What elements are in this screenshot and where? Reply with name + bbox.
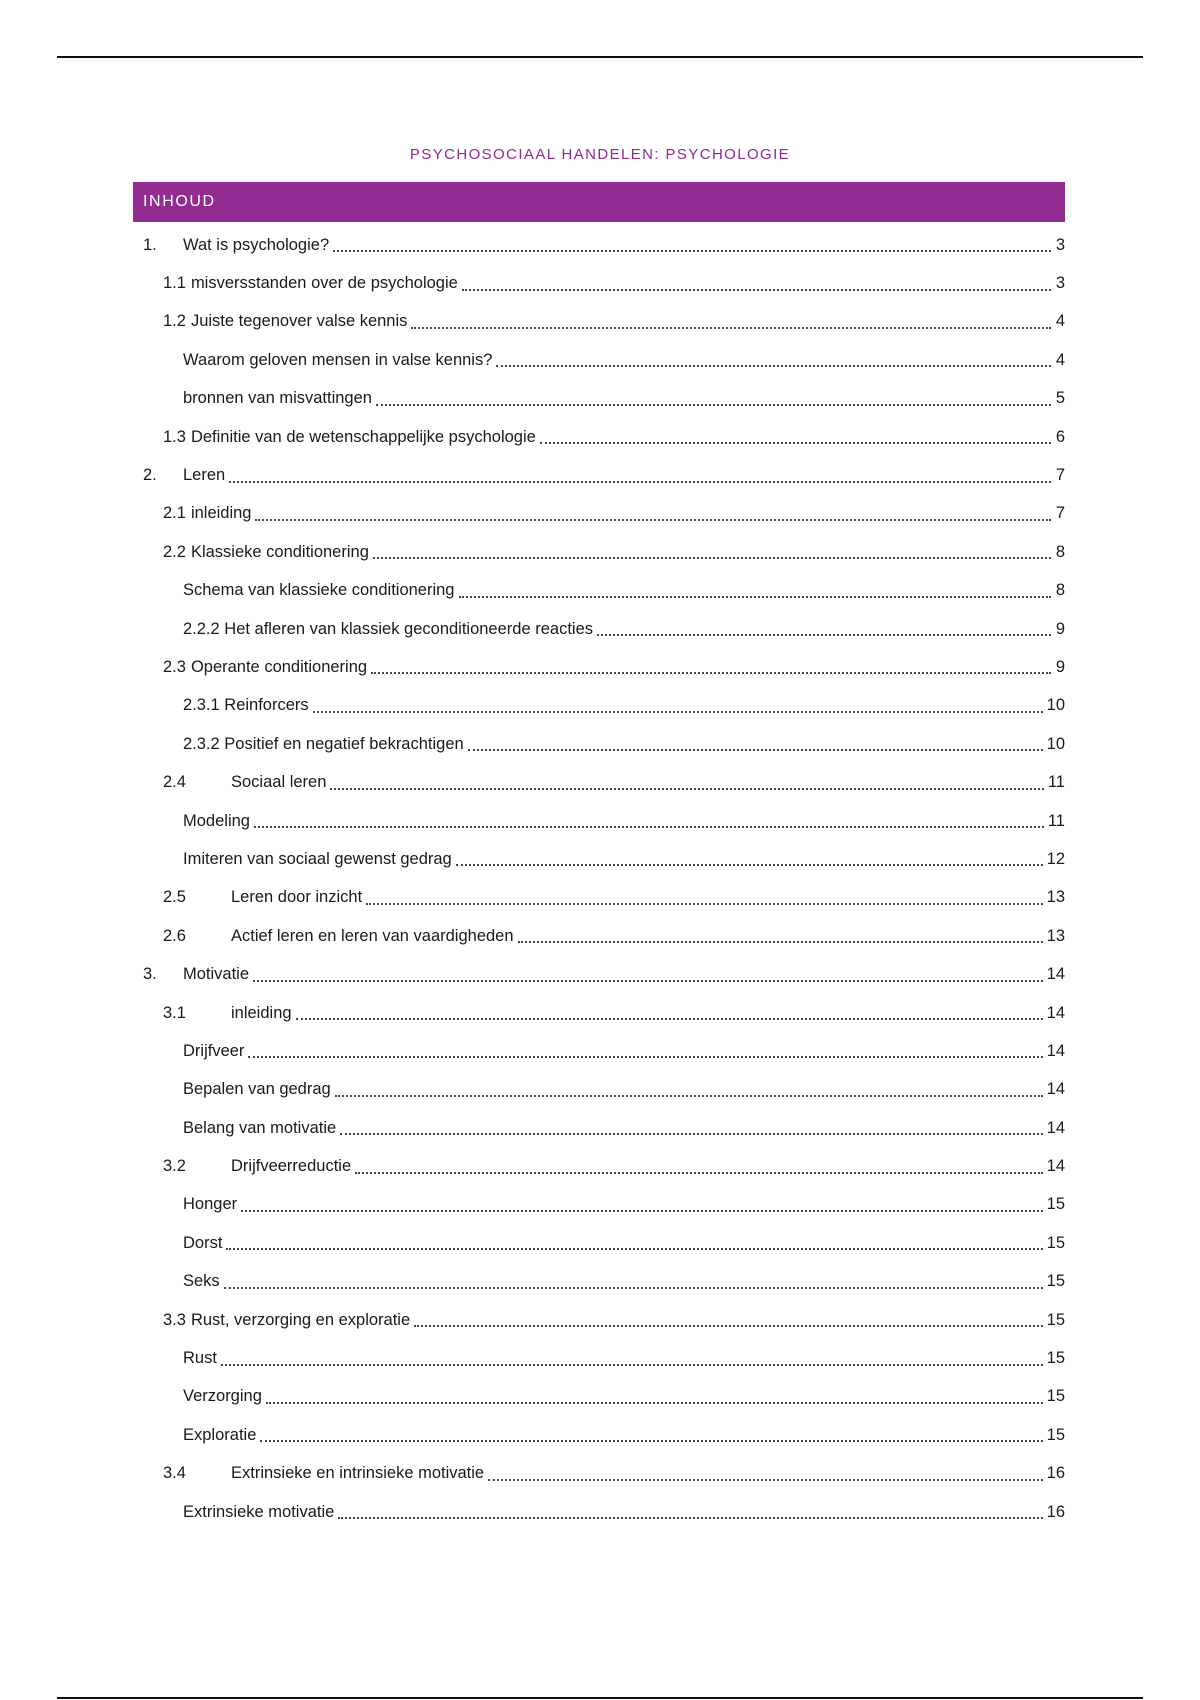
toc-entry[interactable] — [133, 994, 1065, 1032]
toc-entry-title: Rust — [183, 1349, 217, 1368]
toc-entry[interactable] — [133, 917, 1065, 955]
toc-entry[interactable] — [133, 264, 1065, 302]
toc-entry-page: 15 — [1046, 1387, 1065, 1406]
dot-leader — [456, 864, 1043, 866]
toc-entry-title: Klassieke conditionering — [190, 542, 369, 561]
toc-entry-page: 16 — [1046, 1464, 1065, 1483]
toc-entry[interactable] — [133, 610, 1065, 648]
toc-entry-number: 3.2 — [163, 1157, 186, 1176]
toc-entry-page: 10 — [1046, 734, 1065, 753]
dot-leader — [338, 1517, 1042, 1519]
toc-entry-number: 1.2 — [163, 312, 186, 331]
toc-entry-number: 2.4 — [163, 773, 186, 792]
toc-entry-page: 13 — [1046, 926, 1065, 945]
toc-entry-title: Rust, verzorging en exploratie — [190, 1310, 411, 1329]
toc-entry[interactable] — [133, 1493, 1065, 1531]
dot-leader — [376, 404, 1051, 406]
toc-entry-page: 14 — [1046, 965, 1065, 984]
toc-entry-number: 2.1 — [163, 504, 186, 523]
toc-entry-page: 4 — [1055, 312, 1065, 331]
toc-entry-title: Definitie van de wetenschappelijke psychologie — [190, 427, 536, 446]
toc-entry[interactable] — [133, 1378, 1065, 1416]
toc-entry[interactable] — [133, 1416, 1065, 1454]
toc-entry-title: Imiteren van sociaal gewenst gedrag — [183, 849, 452, 868]
toc-entry-page: 5 — [1055, 389, 1065, 408]
toc-entry-title: Leren door inzicht — [231, 888, 363, 907]
toc-entry-page: 10 — [1046, 696, 1065, 715]
toc-entry-title: 2.3.1 Reinforcers — [183, 696, 309, 715]
toc-entry-number: 2.2 — [163, 542, 186, 561]
dot-leader — [540, 442, 1051, 444]
toc-entry[interactable] — [133, 648, 1065, 686]
dot-leader — [340, 1133, 1042, 1135]
toc-entry-title: Extrinsieke motivatie — [183, 1502, 335, 1521]
toc-entry-page: 14 — [1046, 1080, 1065, 1099]
toc-entry[interactable] — [133, 341, 1065, 379]
dot-leader — [255, 519, 1051, 521]
dot-leader — [266, 1402, 1043, 1404]
toc-entry-number: 3.3 — [163, 1310, 186, 1329]
toc-entry-title: inleiding — [190, 504, 252, 523]
toc-entry-title: 2.3.2 Positief en negatief bekrachtigen — [183, 734, 464, 753]
toc-entry-page: 8 — [1055, 581, 1065, 600]
toc-entry-title: Motivatie — [183, 965, 250, 984]
toc-entry[interactable] — [133, 840, 1065, 878]
dot-leader — [221, 1364, 1043, 1366]
toc-entry-number: 2.3 — [163, 657, 186, 676]
dot-leader — [597, 634, 1051, 636]
toc-entry-title: Seks — [183, 1272, 220, 1291]
toc-entry-page: 8 — [1055, 542, 1065, 561]
dot-leader — [229, 481, 1051, 483]
dot-leader — [224, 1287, 1043, 1289]
toc-entry-page: 12 — [1046, 849, 1065, 868]
toc-entry-page: 11 — [1047, 773, 1065, 792]
toc-entry-title: misversstanden over de psychologie — [190, 274, 458, 293]
toc-entry-number: 1.3 — [163, 427, 186, 446]
toc-entry[interactable] — [133, 1071, 1065, 1109]
toc-entry-page: 9 — [1055, 657, 1065, 676]
toc-entry-title: inleiding — [231, 1003, 292, 1022]
dot-leader — [462, 289, 1051, 291]
dot-leader — [296, 1018, 1043, 1020]
toc-entry[interactable] — [133, 1147, 1065, 1185]
dot-leader — [371, 672, 1051, 674]
toc-entry-title: Verzorging — [183, 1387, 262, 1406]
toc-entry[interactable] — [133, 802, 1065, 840]
toc-entry[interactable] — [133, 303, 1065, 341]
dot-leader — [313, 711, 1043, 713]
dot-leader — [488, 1479, 1043, 1481]
dot-leader — [241, 1210, 1043, 1212]
toc-entry-title: Exploratie — [183, 1425, 257, 1444]
dot-leader — [373, 557, 1051, 559]
toc-entry-number: 3.1 — [163, 1003, 186, 1022]
toc-entry[interactable] — [133, 418, 1065, 456]
dot-leader — [248, 1056, 1042, 1058]
toc-entry[interactable] — [133, 687, 1065, 725]
toc-entry-page: 15 — [1046, 1272, 1065, 1291]
toc-entry-title: Operante conditionering — [190, 657, 368, 676]
toc-entry-page: 14 — [1046, 1118, 1065, 1137]
toc-entry-number: 2.6 — [163, 926, 186, 945]
toc-entry-page: 3 — [1055, 274, 1065, 293]
toc-entry-title: Leren — [183, 466, 226, 485]
toc-entry-page: 15 — [1046, 1195, 1065, 1214]
toc-entry[interactable] — [133, 1455, 1065, 1493]
toc-entry-page: 7 — [1055, 466, 1065, 485]
toc-entry-number: 2. — [143, 466, 157, 485]
dot-leader — [335, 1095, 1043, 1097]
toc-entry-page: 6 — [1055, 427, 1065, 446]
toc-entry-title: Drijfveer — [183, 1041, 245, 1060]
table-of-contents — [133, 226, 1065, 1531]
toc-entry-title: 2.2.2 Het afleren van klassiek geconditioneerde reacties — [183, 619, 593, 638]
toc-entry[interactable] — [133, 1224, 1065, 1262]
toc-entry[interactable] — [133, 226, 1065, 264]
toc-entry-number: 1. — [143, 235, 157, 254]
toc-entry[interactable] — [133, 763, 1065, 801]
toc-entry[interactable] — [133, 572, 1065, 610]
toc-entry-page: 15 — [1046, 1425, 1065, 1444]
toc-entry-title: bronnen van misvattingen — [183, 389, 372, 408]
dot-leader — [226, 1248, 1042, 1250]
toc-entry[interactable] — [133, 955, 1065, 993]
toc-entry-page: 13 — [1046, 888, 1065, 907]
dot-leader — [411, 327, 1051, 329]
toc-entry-title: Sociaal leren — [231, 773, 327, 792]
toc-entry-title: Wat is psychologie? — [183, 235, 330, 254]
dot-leader — [366, 903, 1042, 905]
dot-leader — [518, 941, 1043, 943]
toc-entry-title: Dorst — [183, 1233, 223, 1252]
toc-entry[interactable] — [133, 1339, 1065, 1377]
toc-entry-title: Schema van klassieke conditionering — [183, 581, 455, 600]
toc-entry[interactable] — [133, 1263, 1065, 1301]
toc-entry-page: 3 — [1055, 235, 1065, 254]
toc-entry-title: Drijfveerreductie — [231, 1157, 352, 1176]
toc-entry-title: Actief leren en leren van vaardigheden — [231, 926, 514, 945]
toc-entry-page: 4 — [1055, 350, 1065, 369]
toc-entry[interactable] — [133, 456, 1065, 494]
toc-entry-title: Waarom geloven mensen in valse kennis? — [183, 350, 493, 369]
dot-leader — [254, 826, 1044, 828]
dot-leader — [468, 749, 1043, 751]
toc-entry[interactable] — [133, 1109, 1065, 1147]
dot-leader — [414, 1325, 1043, 1327]
toc-entry-title: Extrinsieke en intrinsieke motivatie — [231, 1464, 485, 1483]
toc-entry-page: 9 — [1055, 619, 1065, 638]
dot-leader — [333, 250, 1051, 252]
toc-entry[interactable] — [133, 380, 1065, 418]
toc-entry[interactable] — [133, 725, 1065, 763]
toc-entry[interactable] — [133, 1301, 1065, 1339]
toc-entry[interactable] — [133, 1186, 1065, 1224]
toc-entry-page: 11 — [1047, 811, 1065, 830]
toc-entry-title: Belang van motivatie — [183, 1118, 337, 1137]
toc-heading: INHOUD — [133, 182, 1065, 222]
toc-entry-number: 3.4 — [163, 1464, 186, 1483]
toc-entry-title: Modeling — [183, 811, 250, 830]
bottom-rule — [57, 1697, 1143, 1699]
toc-entry-title: Juiste tegenover valse kennis — [190, 312, 408, 331]
toc-entry-title: Bepalen van gedrag — [183, 1080, 331, 1099]
toc-entry-page: 14 — [1046, 1041, 1065, 1060]
toc-entry-page: 16 — [1046, 1502, 1065, 1521]
dot-leader — [355, 1172, 1043, 1174]
toc-entry-title: Honger — [183, 1195, 238, 1214]
top-rule — [57, 56, 1143, 58]
dot-leader — [260, 1440, 1042, 1442]
dot-leader — [253, 980, 1043, 982]
toc-entry[interactable] — [133, 533, 1065, 571]
toc-entry-page: 14 — [1046, 1003, 1065, 1022]
document-title: PSYCHOSOCIAAL HANDELEN: PSYCHOLOGIE — [409, 146, 791, 163]
toc-entry[interactable] — [133, 1032, 1065, 1070]
dot-leader — [459, 596, 1052, 598]
toc-entry[interactable] — [133, 879, 1065, 917]
dot-leader — [496, 365, 1051, 367]
toc-entry-page: 15 — [1046, 1349, 1065, 1368]
toc-entry-number: 3. — [143, 965, 157, 984]
dot-leader — [330, 788, 1043, 790]
toc-entry-page: 15 — [1046, 1233, 1065, 1252]
toc-entry-page: 15 — [1046, 1310, 1065, 1329]
toc-entry-page: 14 — [1046, 1157, 1065, 1176]
toc-entry[interactable] — [133, 495, 1065, 533]
toc-entry-number: 2.5 — [163, 888, 186, 907]
toc-entry-page: 7 — [1055, 504, 1065, 523]
toc-entry-number: 1.1 — [163, 274, 186, 293]
